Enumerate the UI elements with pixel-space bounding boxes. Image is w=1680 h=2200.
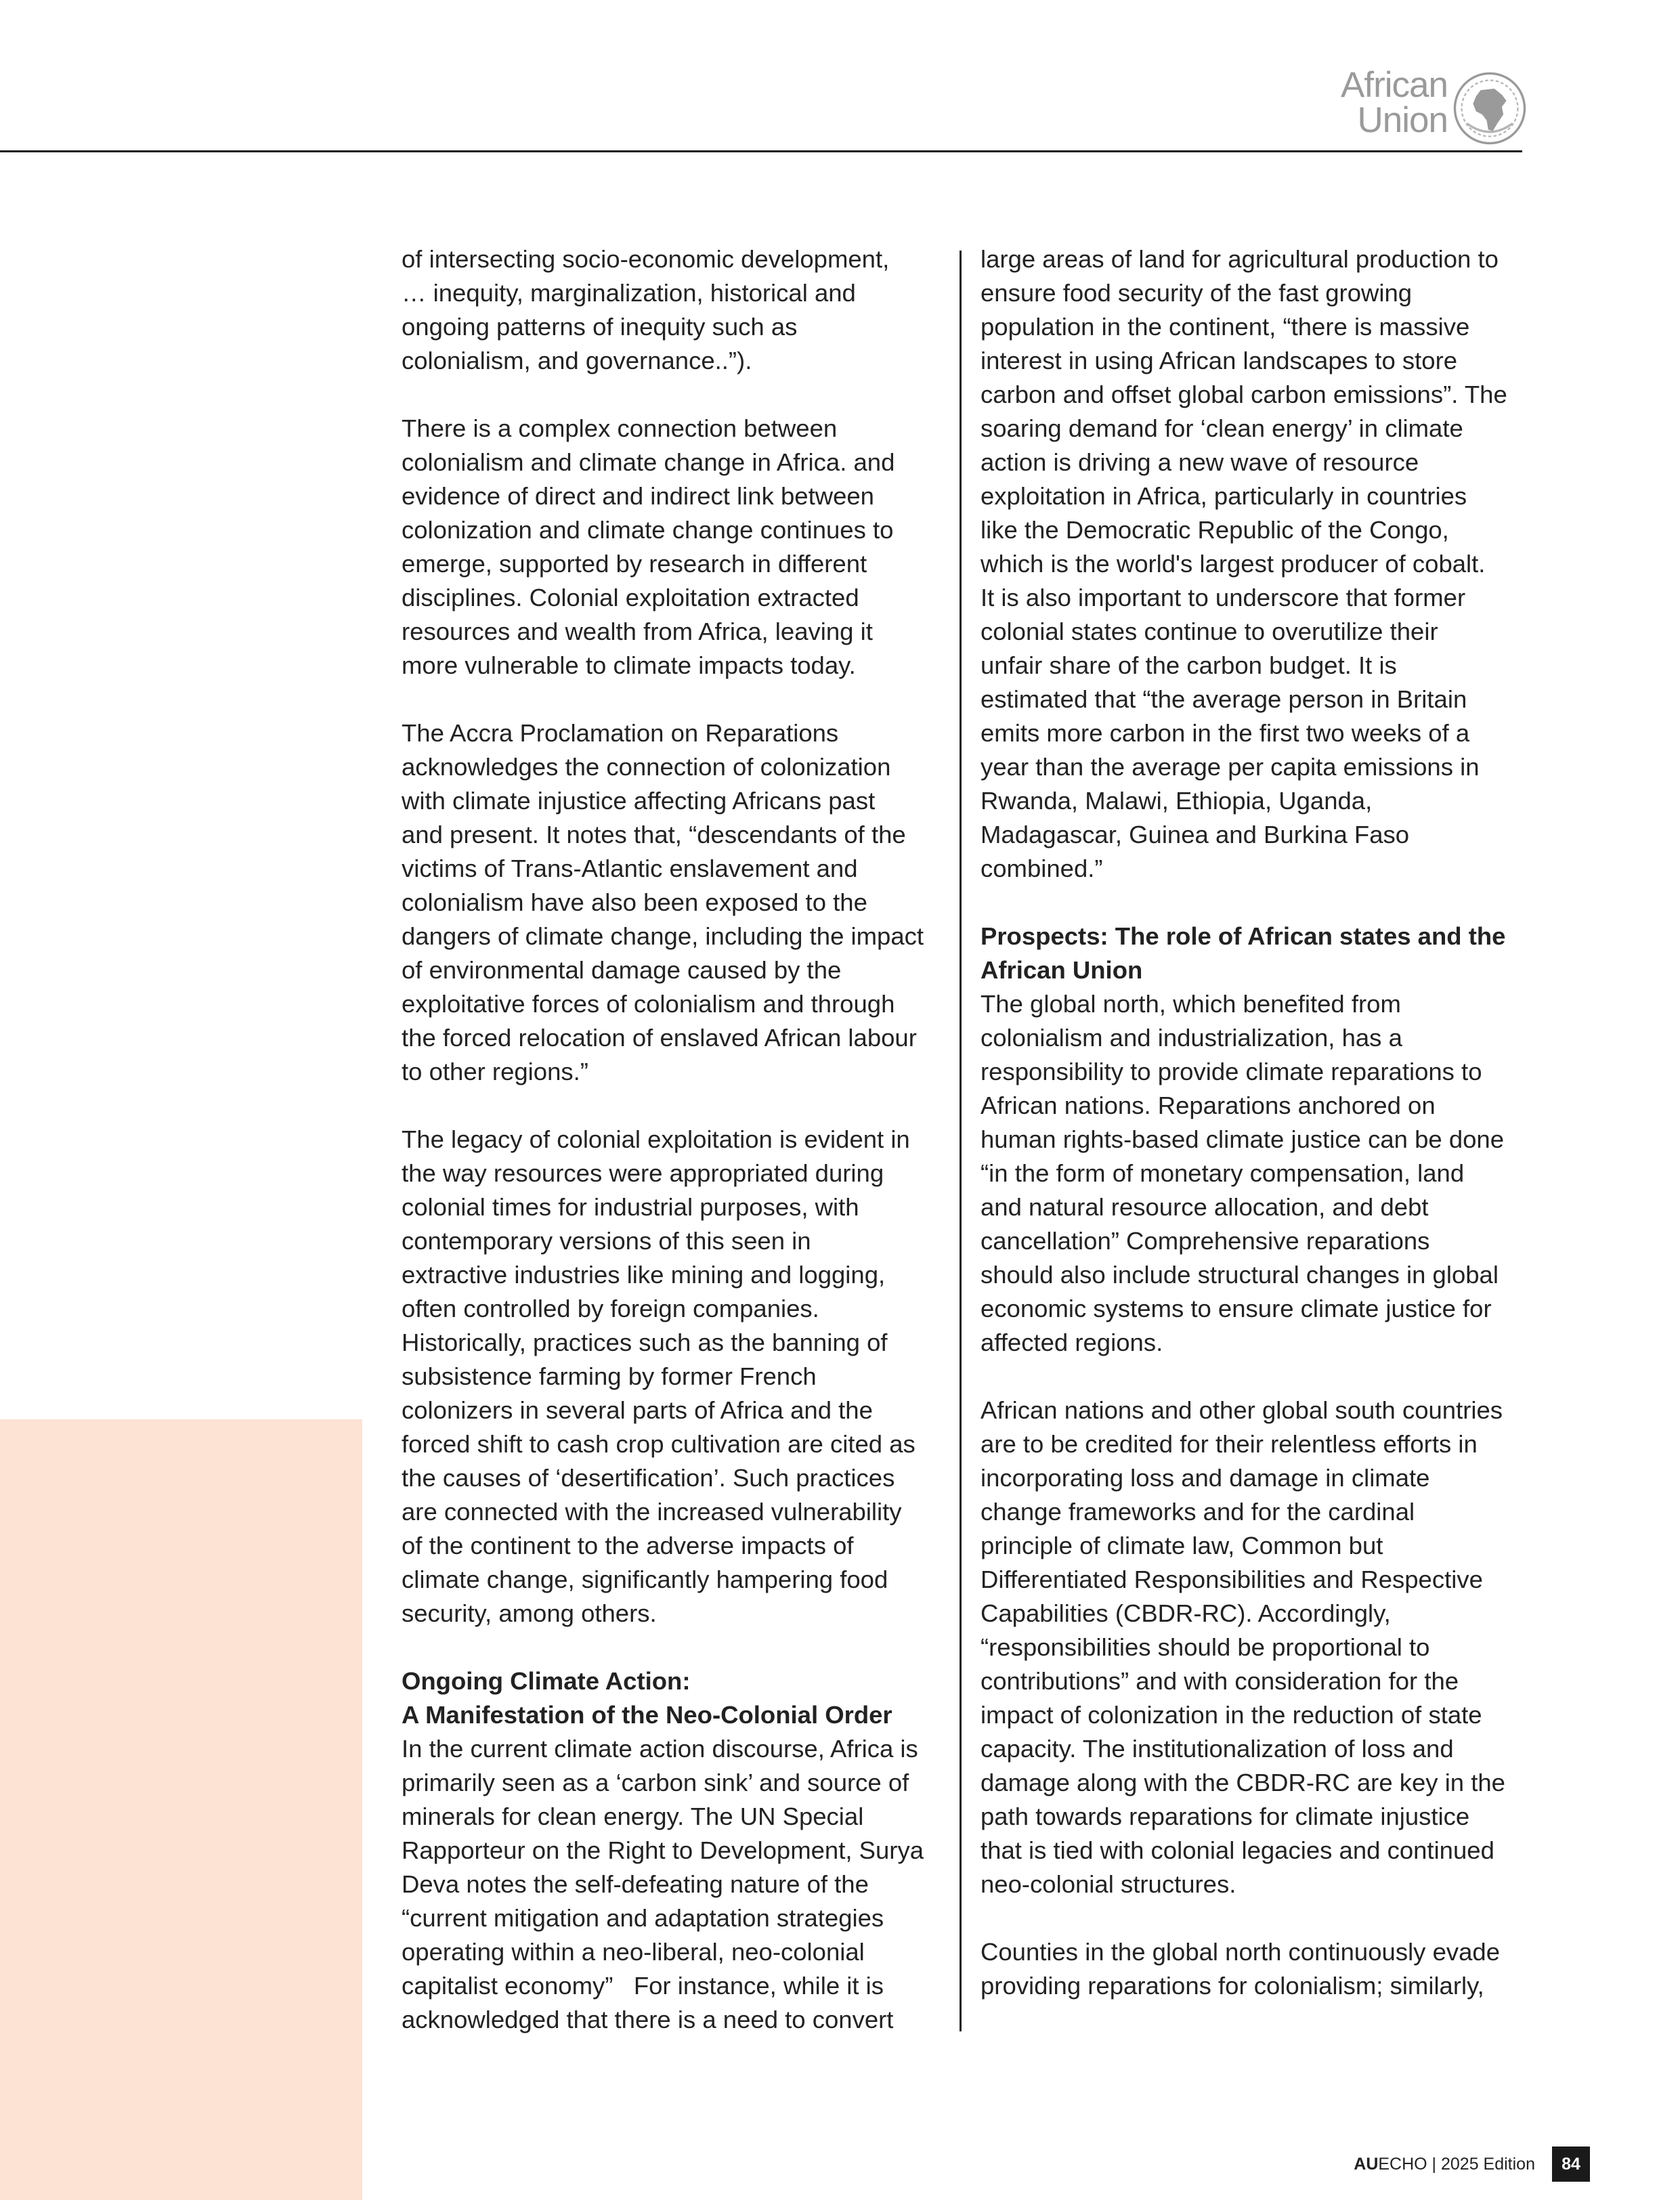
paragraph-spacer (402, 1089, 957, 1123)
body-text-line: ensure food security of the fast growing (981, 279, 1413, 307)
body-text-line: responsibility to provide climate reparations to (981, 1058, 1482, 1085)
body-text-line: that is tied with colonial legacies and continued (981, 1836, 1494, 1864)
body-text-line: interest in using African landscapes to store (981, 347, 1458, 374)
body-text-line: “in the form of monetary compensation, land (981, 1159, 1465, 1187)
body-text-line: impact of colonization in the reduction of state (981, 1701, 1482, 1729)
footer-edition: ECHO | 2025 Edition (1378, 2155, 1535, 2174)
body-text-line: colonizers in several parts of Africa and the (402, 1396, 873, 1424)
body-text-line: of the continent to the adverse impacts of (402, 1532, 854, 1559)
body-text-line: are connected with the increased vulnerability (402, 1498, 902, 1526)
paragraph-spacer (981, 1360, 1530, 1394)
body-text-line: more vulnerable to climate impacts today. (402, 651, 856, 679)
body-text-line: incorporating loss and damage in climate (981, 1464, 1430, 1492)
column-divider (960, 251, 962, 2031)
body-text-line: Rapporteur on the Right to Development, Surya (402, 1836, 924, 1864)
body-text-line: damage along with the CBDR-RC are key in the (981, 1769, 1505, 1796)
body-text-line: neo-colonial structures. (981, 1870, 1236, 1898)
logo-wordmark (1341, 65, 1448, 140)
body-text-line: should also include structural changes in global (981, 1261, 1499, 1289)
body-text-line: The legacy of colonial exploitation is evident in (402, 1125, 910, 1153)
body-text-line: subsistence farming by former French (402, 1362, 817, 1390)
body-text-line: The Accra Proclamation on Reparations (402, 719, 839, 747)
body-text-line: path towards reparations for climate injustice (981, 1803, 1470, 1830)
header-rule (0, 150, 1522, 152)
body-text-line: the forced relocation of enslaved African labour (402, 1024, 917, 1052)
section-heading-line: Ongoing Climate Action: (402, 1667, 691, 1695)
body-text-line: and present. It notes that, “descendants of the (402, 821, 906, 848)
body-text-line: resources and wealth from Africa, leaving it (402, 618, 873, 645)
left-text-column (402, 242, 957, 2037)
body-text-line: with climate injustice affecting Africans past (402, 787, 876, 815)
logo-line-2: Union (1357, 100, 1448, 140)
body-text-line: to other regions.” (402, 1058, 588, 1085)
body-text-line: emerge, supported by research in different (402, 550, 867, 578)
body-text-line: colonialism and climate change in Africa. and (402, 448, 895, 476)
body-text-line: minerals for clean energy. The UN Special (402, 1803, 864, 1830)
body-text-line: of environmental damage caused by the (402, 956, 842, 984)
body-text-line: victims of Trans-Atlantic enslavement and (402, 855, 858, 882)
body-text-line: Capabilities (CBDR-RC). Accordingly, (981, 1599, 1391, 1627)
body-text-line: the way resources were appropriated during (402, 1159, 884, 1187)
body-text-line: unfair share of the carbon budget. It is (981, 651, 1397, 679)
body-text-line: security, among others. (402, 1599, 657, 1627)
body-text-line: economic systems to ensure climate justice for (981, 1295, 1492, 1322)
body-text-line: “responsibilities should be proportional to (981, 1633, 1430, 1661)
body-text-line: exploitation in Africa, particularly in countries (981, 482, 1467, 510)
body-text-line: It is also important to underscore that former (981, 584, 1466, 611)
body-text-line: often controlled by foreign companies. (402, 1295, 819, 1322)
body-text-line: Counties in the global north continuously evade (981, 1938, 1501, 1966)
paragraph-spacer (981, 886, 1530, 920)
body-text-line: African nations. Reparations anchored on (981, 1092, 1436, 1119)
body-text-line: combined.” (981, 855, 1103, 882)
body-text-line: year than the average per capita emissions in (981, 753, 1480, 781)
publication-footer (1354, 2155, 1535, 2174)
body-text-line: action is driving a new wave of resource (981, 448, 1419, 476)
section-heading-line: African Union (981, 956, 1143, 984)
body-text-line: providing reparations for colonialism; similarly, (981, 1972, 1484, 2000)
body-text-line: extractive industries like mining and logging, (402, 1261, 886, 1289)
body-text-line: acknowledges the connection of colonization (402, 753, 891, 781)
african-union-logo (1314, 65, 1530, 146)
body-text-line: The global north, which benefited from (981, 990, 1401, 1018)
body-text-line: ongoing patterns of inequity such as (402, 313, 798, 341)
paragraph-spacer (981, 1901, 1530, 1935)
body-text-line: of intersecting socio-economic development, (402, 245, 890, 273)
body-text-line: colonialism, and governance..”). (402, 347, 752, 374)
body-text-line: are to be credited for their relentless efforts in (981, 1430, 1478, 1458)
body-text-line: acknowledged that there is a need to convert (402, 2006, 894, 2033)
body-text-line: capitalist economy” For instance, while it is (402, 1972, 884, 2000)
body-text-line: disciplines. Colonial exploitation extracted (402, 584, 859, 611)
body-text-line: There is a complex connection between (402, 414, 838, 442)
body-text-line: African nations and other global south countries (981, 1396, 1503, 1424)
logo-line-1: African (1341, 65, 1448, 105)
body-text-line: cancellation” Comprehensive reparations (981, 1227, 1430, 1255)
body-text-line: primarily seen as a ‘carbon sink’ and source of (402, 1769, 909, 1796)
footer-brand: AU (1354, 2155, 1379, 2174)
au-emblem-icon (1452, 70, 1528, 146)
body-text-line: “current mitigation and adaptation strategies (402, 1904, 884, 1932)
body-text-line: principle of climate law, Common but (981, 1532, 1383, 1559)
body-text-line: Deva notes the self-defeating nature of the (402, 1870, 869, 1898)
paragraph-spacer (402, 1631, 957, 1664)
body-text-line: Rwanda, Malawi, Ethiopia, Uganda, (981, 787, 1373, 815)
body-text-line: capacity. The institutionalization of loss and (981, 1735, 1454, 1763)
body-text-line: Historically, practices such as the banning of (402, 1329, 888, 1356)
body-text-line: Differentiated Responsibilities and Respective (981, 1566, 1483, 1593)
body-text-line: dangers of climate change, including the impact (402, 922, 924, 950)
right-text-column (981, 242, 1530, 2003)
section-heading-line: Prospects: The role of African states and the (981, 922, 1506, 950)
body-text-line: Madagascar, Guinea and Burkina Faso (981, 821, 1410, 848)
decorative-side-panel (0, 1419, 362, 2200)
body-text-line: operating within a neo-liberal, neo-colonial (402, 1938, 865, 1966)
body-text-line: affected regions. (981, 1329, 1163, 1356)
body-text-line: large areas of land for agricultural production to (981, 245, 1499, 273)
body-text-line: emits more carbon in the first two weeks of a (981, 719, 1470, 747)
body-text-line: soaring demand for ‘clean energy’ in climate (981, 414, 1463, 442)
body-text-line: estimated that “the average person in Britain (981, 685, 1467, 713)
body-text-line: colonization and climate change continues to (402, 516, 894, 544)
page-number: 84 (1552, 2147, 1590, 2182)
body-text-line: exploitative forces of colonialism and through (402, 990, 895, 1018)
body-text-line: which is the world's largest producer of cobalt. (981, 550, 1486, 578)
body-text-line: human rights-based climate justice can be done (981, 1125, 1505, 1153)
body-text-line: colonial times for industrial purposes, with (402, 1193, 859, 1221)
body-text-line: colonialism and industrialization, has a (981, 1024, 1402, 1052)
body-text-line: contemporary versions of this seen in (402, 1227, 811, 1255)
body-text-line: the causes of ‘desertification’. Such practices (402, 1464, 895, 1492)
body-text-line: colonial states continue to overutilize their (981, 618, 1438, 645)
body-text-line: contributions” and with consideration for the (981, 1667, 1459, 1695)
paragraph-spacer (402, 378, 957, 412)
body-text-line: climate change, significantly hampering food (402, 1566, 888, 1593)
body-text-line: In the current climate action discourse, Africa is (402, 1735, 918, 1763)
body-text-line: like the Democratic Republic of the Congo, (981, 516, 1449, 544)
body-text-line: and natural resource allocation, and debt (981, 1193, 1429, 1221)
body-text-line: colonialism have also been exposed to the (402, 888, 867, 916)
body-text-line: evidence of direct and indirect link between (402, 482, 874, 510)
body-text-line: population in the continent, “there is massive (981, 313, 1470, 341)
section-heading-line: A Manifestation of the Neo-Colonial Order (402, 1701, 892, 1729)
body-text-line: forced shift to cash crop cultivation are cited as (402, 1430, 916, 1458)
paragraph-spacer (402, 683, 957, 716)
body-text-line: … inequity, marginalization, historical and (402, 279, 856, 307)
body-text-line: change frameworks and for the cardinal (981, 1498, 1415, 1526)
body-text-line: carbon and offset global carbon emissions”. The (981, 381, 1507, 408)
